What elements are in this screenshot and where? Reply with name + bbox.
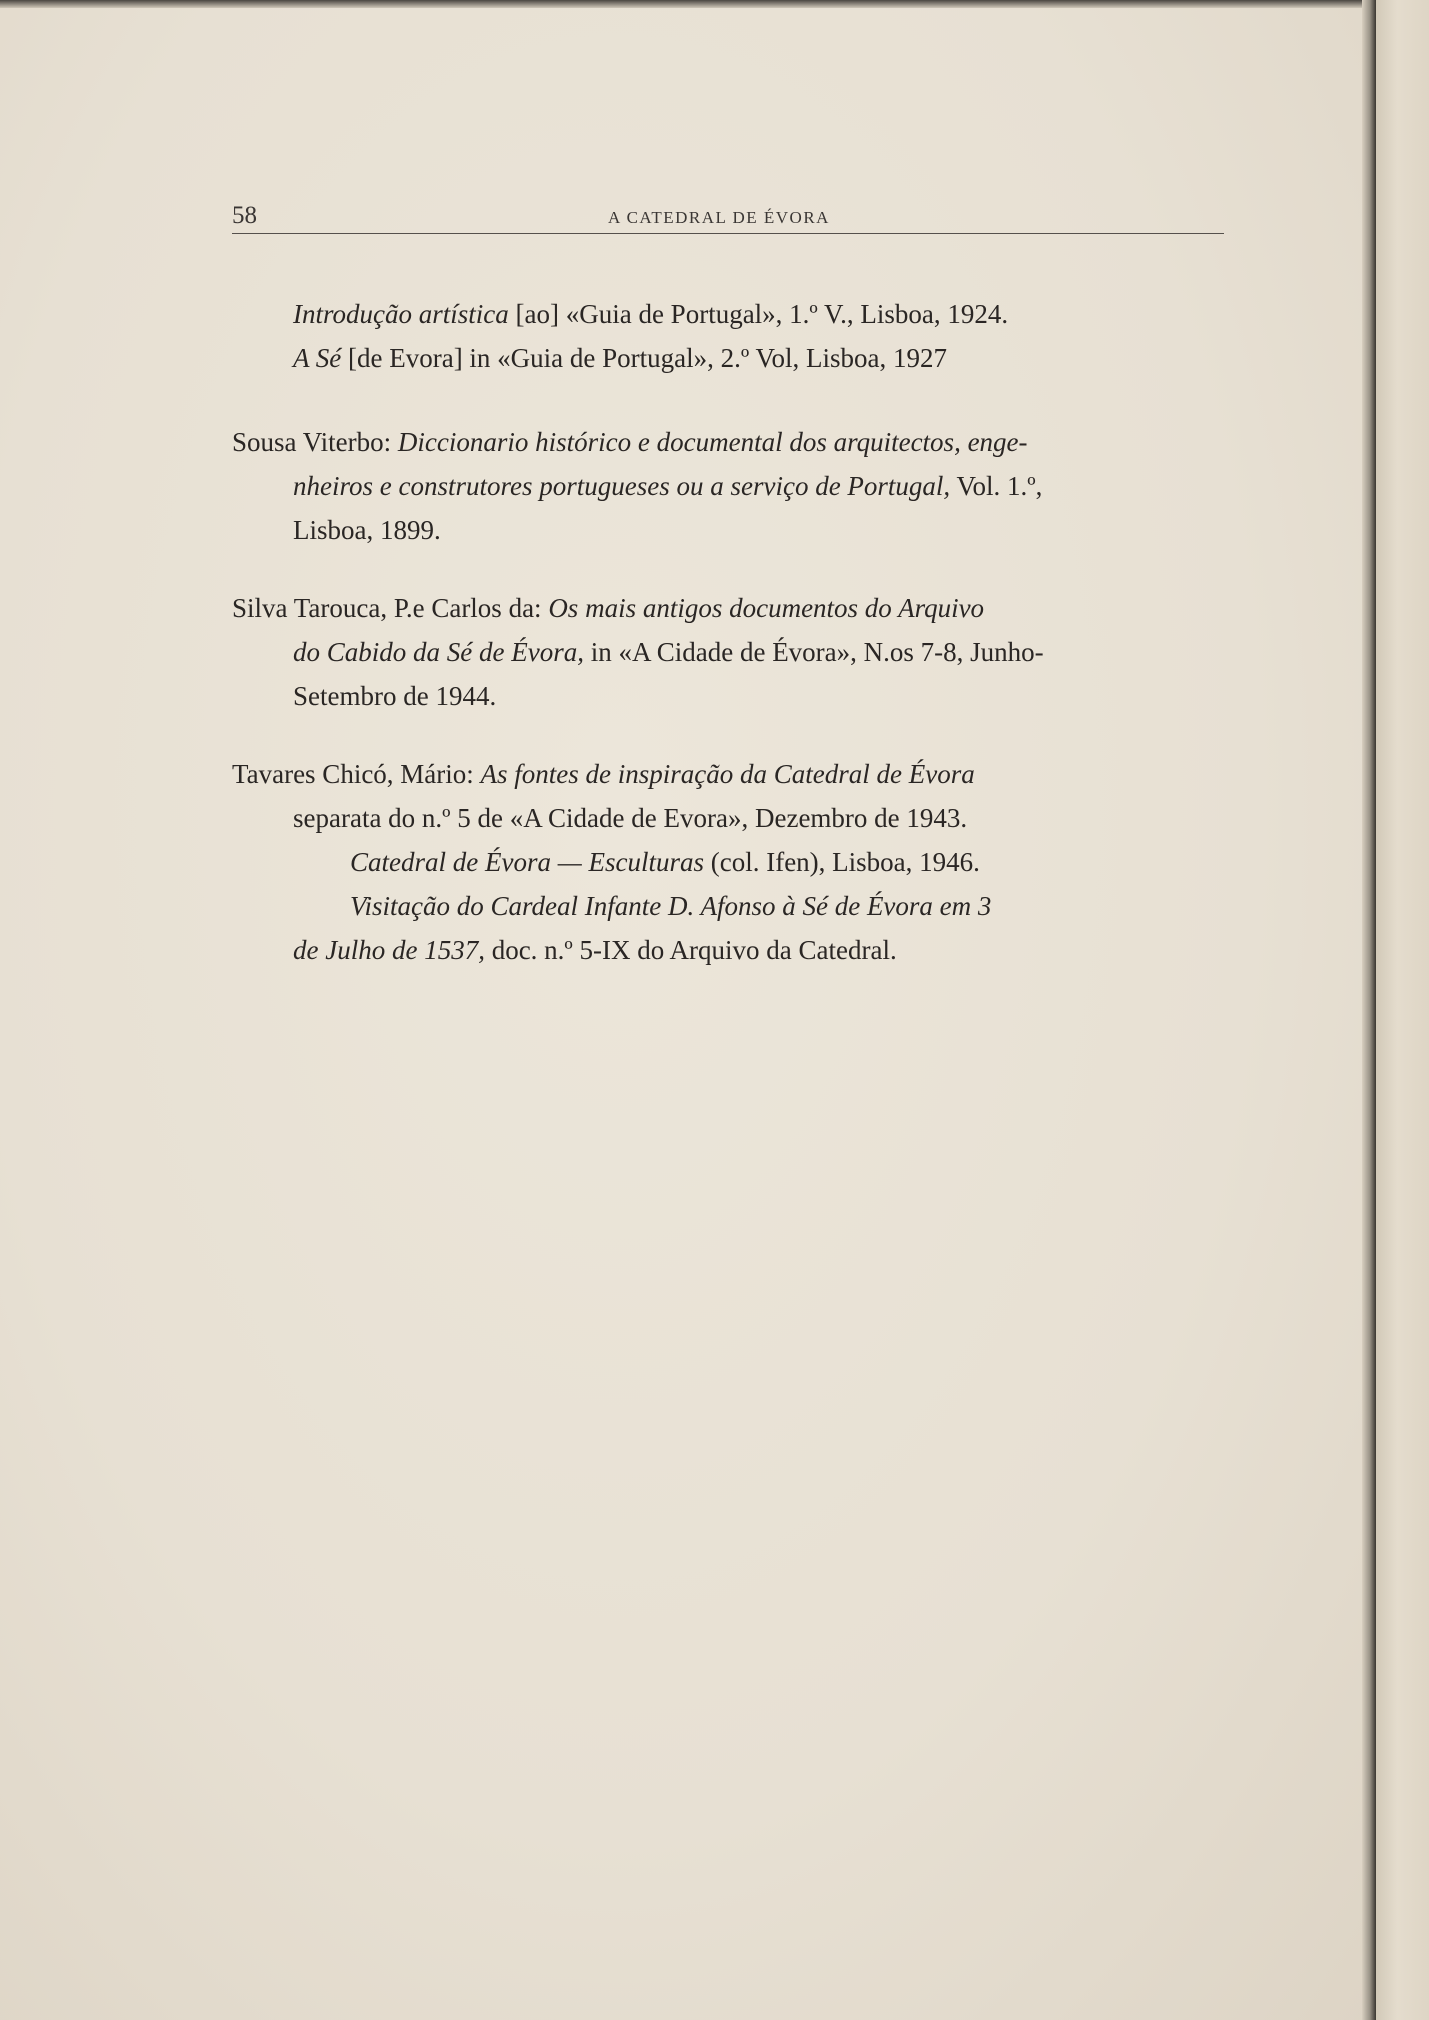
- bibliography-line: Silva Tarouca, P.e Carlos da: Os mais antigos documentos do Arquivo: [232, 593, 985, 623]
- bibliography-line: Setembro de 1944.: [293, 681, 497, 711]
- bibliography-line: Tavares Chicó, Mário: As fontes de inspiração da Catedral de Évora: [232, 759, 975, 789]
- bibliography-line: nheiros e construtores portugueses ou a serviço de Portugal, Vol. 1.º,: [293, 471, 1043, 501]
- bibliography-line: A Sé [de Evora] in «Guia de Portugal», 2.º Vol, Lisboa, 1927: [293, 343, 948, 373]
- bibliography-line: separata do n.º 5 de «A Cidade de Evora», Dezembro de 1943.: [293, 803, 968, 833]
- bibliography-line: do Cabido da Sé de Évora, in «A Cidade de Évora», N.os 7-8, Junho-: [293, 637, 1044, 667]
- bibliography-line: Sousa Viterbo: Diccionario histórico e documental dos arquitectos, enge-: [232, 427, 1028, 457]
- page-top-edge: [0, 0, 1372, 8]
- bibliography-line: Lisboa, 1899.: [293, 515, 441, 545]
- bibliography-line: Introdução artística [ao] «Guia de Portugal», 1.º V., Lisboa, 1924.: [293, 299, 1009, 329]
- adjacent-page-edge: [1376, 0, 1429, 2020]
- running-head: [232, 200, 1224, 236]
- bibliography-line: Visitação do Cardeal Infante D. Afonso à Sé de Évora em 3: [350, 891, 992, 921]
- running-title: A CATEDRAL DE ÉVORA: [608, 208, 830, 227]
- book-spine-shadow: [1362, 0, 1376, 2020]
- bibliography-line: de Julho de 1537, doc. n.º 5-IX do Arquivo da Catedral.: [293, 935, 897, 965]
- bibliography-line: Catedral de Évora — Esculturas (col. Ifen), Lisboa, 1946.: [350, 847, 980, 877]
- page-number: 58: [232, 202, 257, 229]
- header-rule: [232, 233, 1224, 234]
